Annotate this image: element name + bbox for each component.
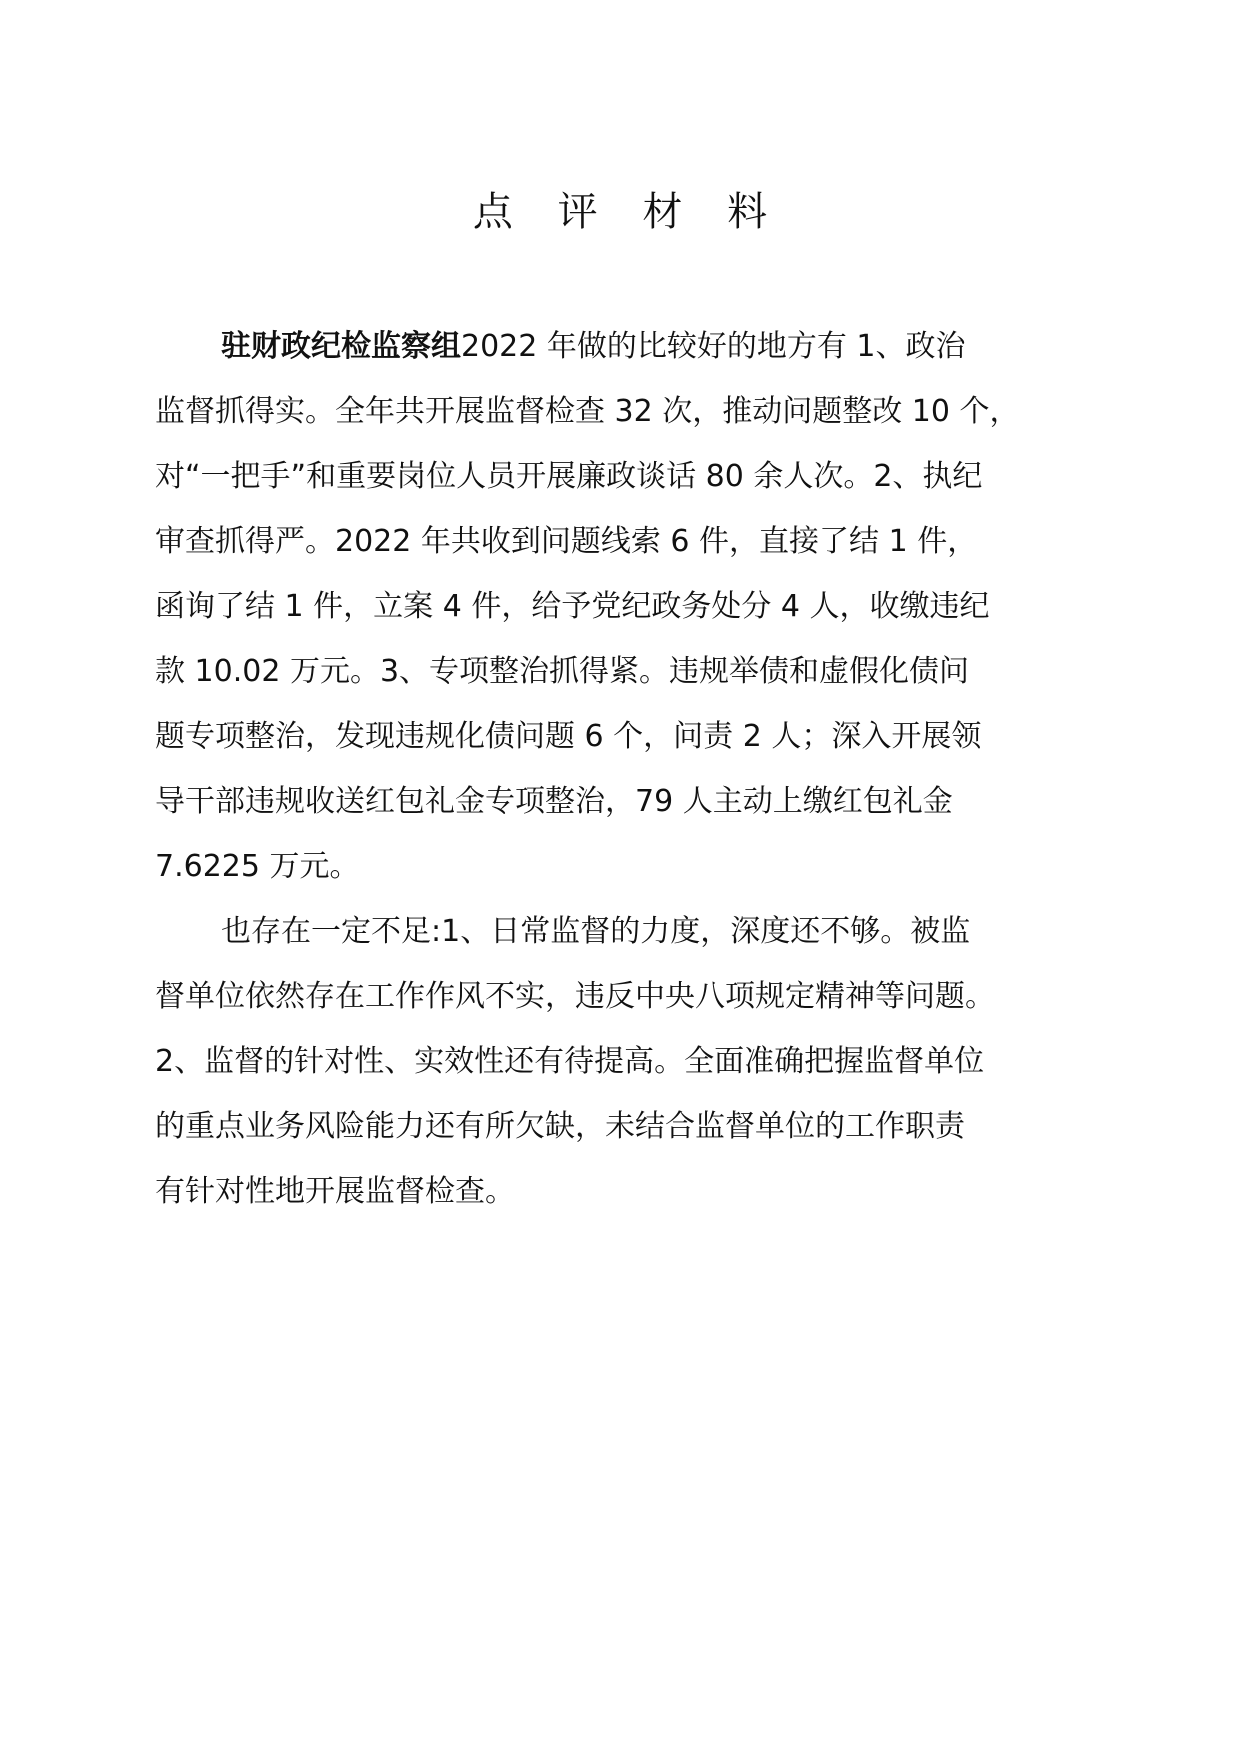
organization-name: 驻财政纪检监察组 (221, 329, 461, 364)
paragraph-achievements (155, 314, 1095, 899)
paragraph-line: 2、监督的针对性、实效性还有待提高。全面准确把握监督单位 (155, 1044, 985, 1079)
document-title: 点 评 材 料 (472, 189, 784, 235)
paragraph-line: 对“一把手”和重要岗位人员开展廉政谈话 80 余人次。2、执纪 (155, 459, 983, 494)
paragraph-line: 有针对性地开展监督检查。 (155, 1174, 515, 1209)
paragraph-line: 函询了结 1 件，立案 4 件，给予党纪政务处分 4 人，收缴违纪 (155, 589, 990, 624)
paragraph-line: 的重点业务风险能力还有所欠缺，未结合监督单位的工作职责 (155, 1109, 965, 1144)
paragraph-line: 题专项整治，发现违规化债问题 6 个，问责 2 人；深入开展领 (155, 719, 982, 754)
paragraph-line: 款 10.02 万元。3、专项整治抓得紧。违规举债和虚假化债问 (155, 654, 970, 689)
paragraph-line-text: 2022 年做的比较好的地方有 1、政治 (461, 329, 966, 364)
paragraph-line (155, 314, 1095, 379)
document-body (155, 314, 1095, 1224)
paragraph-line: 督单位依然存在工作作风不实，违反中央八项规定精神等问题。 (155, 979, 995, 1014)
paragraph-line: 导干部违规收送红包礼金专项整治，79 人主动上缴红包礼金 (155, 784, 953, 819)
paragraph-shortcomings (155, 899, 1095, 1224)
paragraph-line: 也存在一定不足:1、日常监督的力度，深度还不够。被监 (221, 914, 971, 949)
paragraph-line: 监督抓得实。全年共开展监督检查 32 次，推动问题整改 10 个， (155, 394, 1020, 429)
paragraph-line: 审查抓得严。2022 年共收到问题线索 6 件，直接了结 1 件， (155, 524, 978, 559)
paragraph-line: 7.6225 万元。 (155, 849, 360, 884)
